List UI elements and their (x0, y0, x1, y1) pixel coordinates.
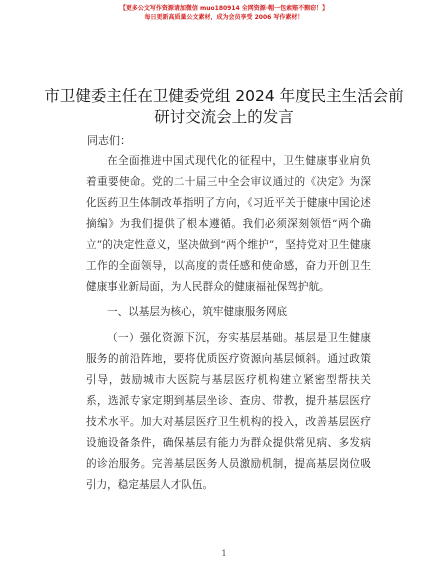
page-number: 1 (221, 549, 227, 558)
section-heading-1: 一、以基层为核心，筑牢健康服务网底 (107, 306, 288, 318)
greeting: 同志们： (87, 134, 131, 147)
paragraph-section-1-1: （一）强化资源下沉，夯实基层基础。基层是卫生健康服务的前沿阵地，要将优质医疗资源向基层倾斜。通过政策引导，鼓励城市大医院与基层医疗机构建立紧密型帮扶关系，选派专家定期到基层坐诊、查房、带教，提升基层医疗技术水平。加大对基层医疗卫生机构的投入，改善基层医疗设施设备条件，确保基层有能力为群众提供常见病、多发病的诊治服务。完善基层医务人员激励机制，提高基层岗位吸引力，稳定基层人才队伍。 (86, 332, 371, 491)
document-title: 市卫健委主任在卫健委党组 2024 年度民主生活会前研讨交流会上的发言 (44, 87, 404, 126)
paragraph-intro: 在全面推进中国式现代化的征程中，卫生健康事业肩负着重要使命。党的二十届三中全会审议通过的《决定》为深化医药卫生体制改革指明了方向，《习近平关于健康中国论述摘编》为我们提供了根本遵循。我们必须深刻领悟“两个确立”的决定性意义，坚决做到“两个维护”，坚持党对卫生健康工作的全面领导，以高度的责任感和使命感，奋力开创卫生健康事业新局面，为人民群众的健康福祉保驾护航。 (86, 155, 371, 293)
watermark-banner (0, 6, 448, 22)
banner-line-2: 每日更新高质量公文素材，成为会员享受 2006 写作素材！ (144, 13, 304, 21)
banner-line-1: 【更多公文写作资源请加微信 muo180914 全网资源·帽一包索赔不剽窃！】 (119, 5, 329, 12)
